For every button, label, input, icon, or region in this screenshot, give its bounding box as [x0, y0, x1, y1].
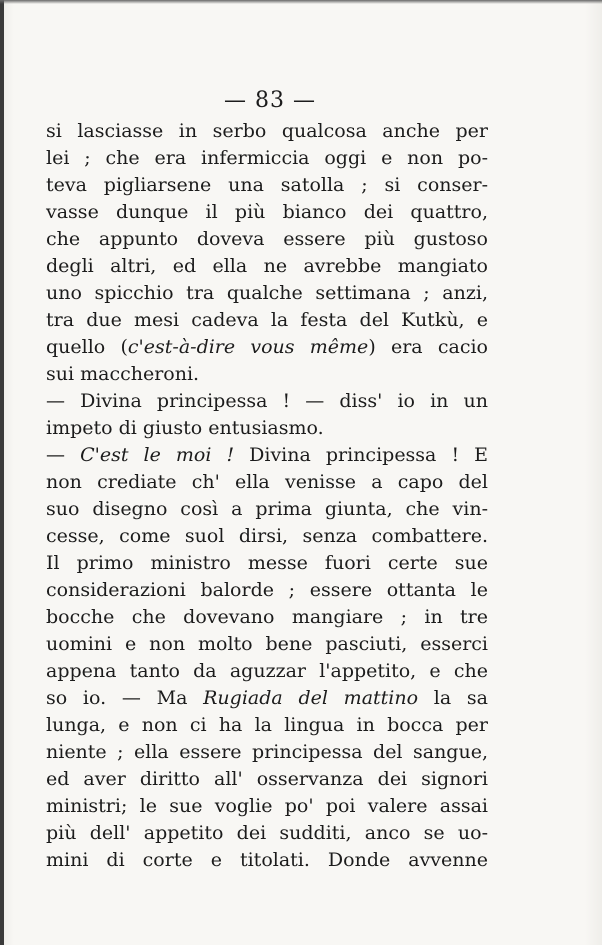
text-segment: —	[46, 444, 81, 466]
text-line: si lasciasse in serbo qualcosa anche per	[46, 120, 488, 142]
italic-phrase: C'est le moi !	[80, 444, 235, 466]
text-line	[46, 685, 488, 712]
text-line: non crediate ch' ella venisse a capo del	[46, 471, 488, 493]
text-line: lunga, e non ci ha la lingua in bocca per	[46, 714, 488, 736]
text-line: considerazioni balorde ; essere ottanta le	[46, 579, 488, 601]
book-spine-edge	[0, 0, 4, 945]
text-line: cesse, come suol dirsi, senza combattere.	[46, 525, 488, 547]
text-line: uno spicchio tra qualche settimana ; anzi,	[46, 282, 488, 304]
page-top-edge	[0, 0, 602, 4]
body-text	[46, 118, 488, 874]
italic-phrase: c'est-à-dire vous même	[127, 336, 369, 358]
text-line: ed aver diritto all' osservanza dei signori	[46, 768, 488, 790]
text-line: mini di corte e titolati. Donde avvenne	[46, 849, 488, 871]
text-line: degli altri, ed ella ne avrebbe mangiato	[46, 255, 488, 277]
text-line: Il primo ministro messe fuori certe sue	[46, 552, 488, 574]
text-line: sui maccheroni.	[46, 363, 200, 385]
text-segment: quello (	[46, 336, 128, 358]
text-line: uomini e non molto bene pasciuti, esserci	[46, 633, 488, 655]
text-line: che appunto doveva essere più gustoso	[46, 228, 488, 250]
text-line: lei ; che era infermiccia oggi e non po-	[46, 147, 488, 169]
text-segment: Divina principessa ! E	[234, 444, 488, 466]
text-line	[46, 442, 488, 469]
text-line	[46, 334, 488, 361]
text-line: teva pigliarsene una satolla ; si conser-	[46, 174, 488, 196]
text-line: bocche che dovevano mangiare ; in tre	[46, 606, 488, 628]
italic-phrase: Rugiada del mattino	[203, 687, 419, 709]
text-line: suo disegno così a prima giunta, che vin-	[46, 498, 488, 520]
text-line: ministri; le sue voglie po' poi valere assai	[46, 795, 488, 817]
text-line: tra due mesi cadeva la festa del Kutkù, e	[46, 309, 488, 331]
text-line: niente ; ella essere principessa del sangue,	[46, 741, 488, 763]
text-line: più dell' appetito dei sudditi, anco se uo-	[46, 822, 488, 844]
text-line: impeto di giusto entusiasmo.	[46, 417, 324, 439]
text-segment: la sa	[418, 687, 488, 709]
text-segment: ) era cacio	[368, 336, 488, 358]
page-number: — 83 —	[224, 88, 316, 113]
text-line: — Divina principessa ! — diss' io in un	[46, 390, 488, 412]
text-line: appena tanto da aguzzar l'appetito, e che	[46, 660, 488, 682]
text-segment: so io. — Ma	[46, 687, 204, 709]
text-line: vasse dunque il più bianco dei quattro,	[46, 201, 488, 223]
